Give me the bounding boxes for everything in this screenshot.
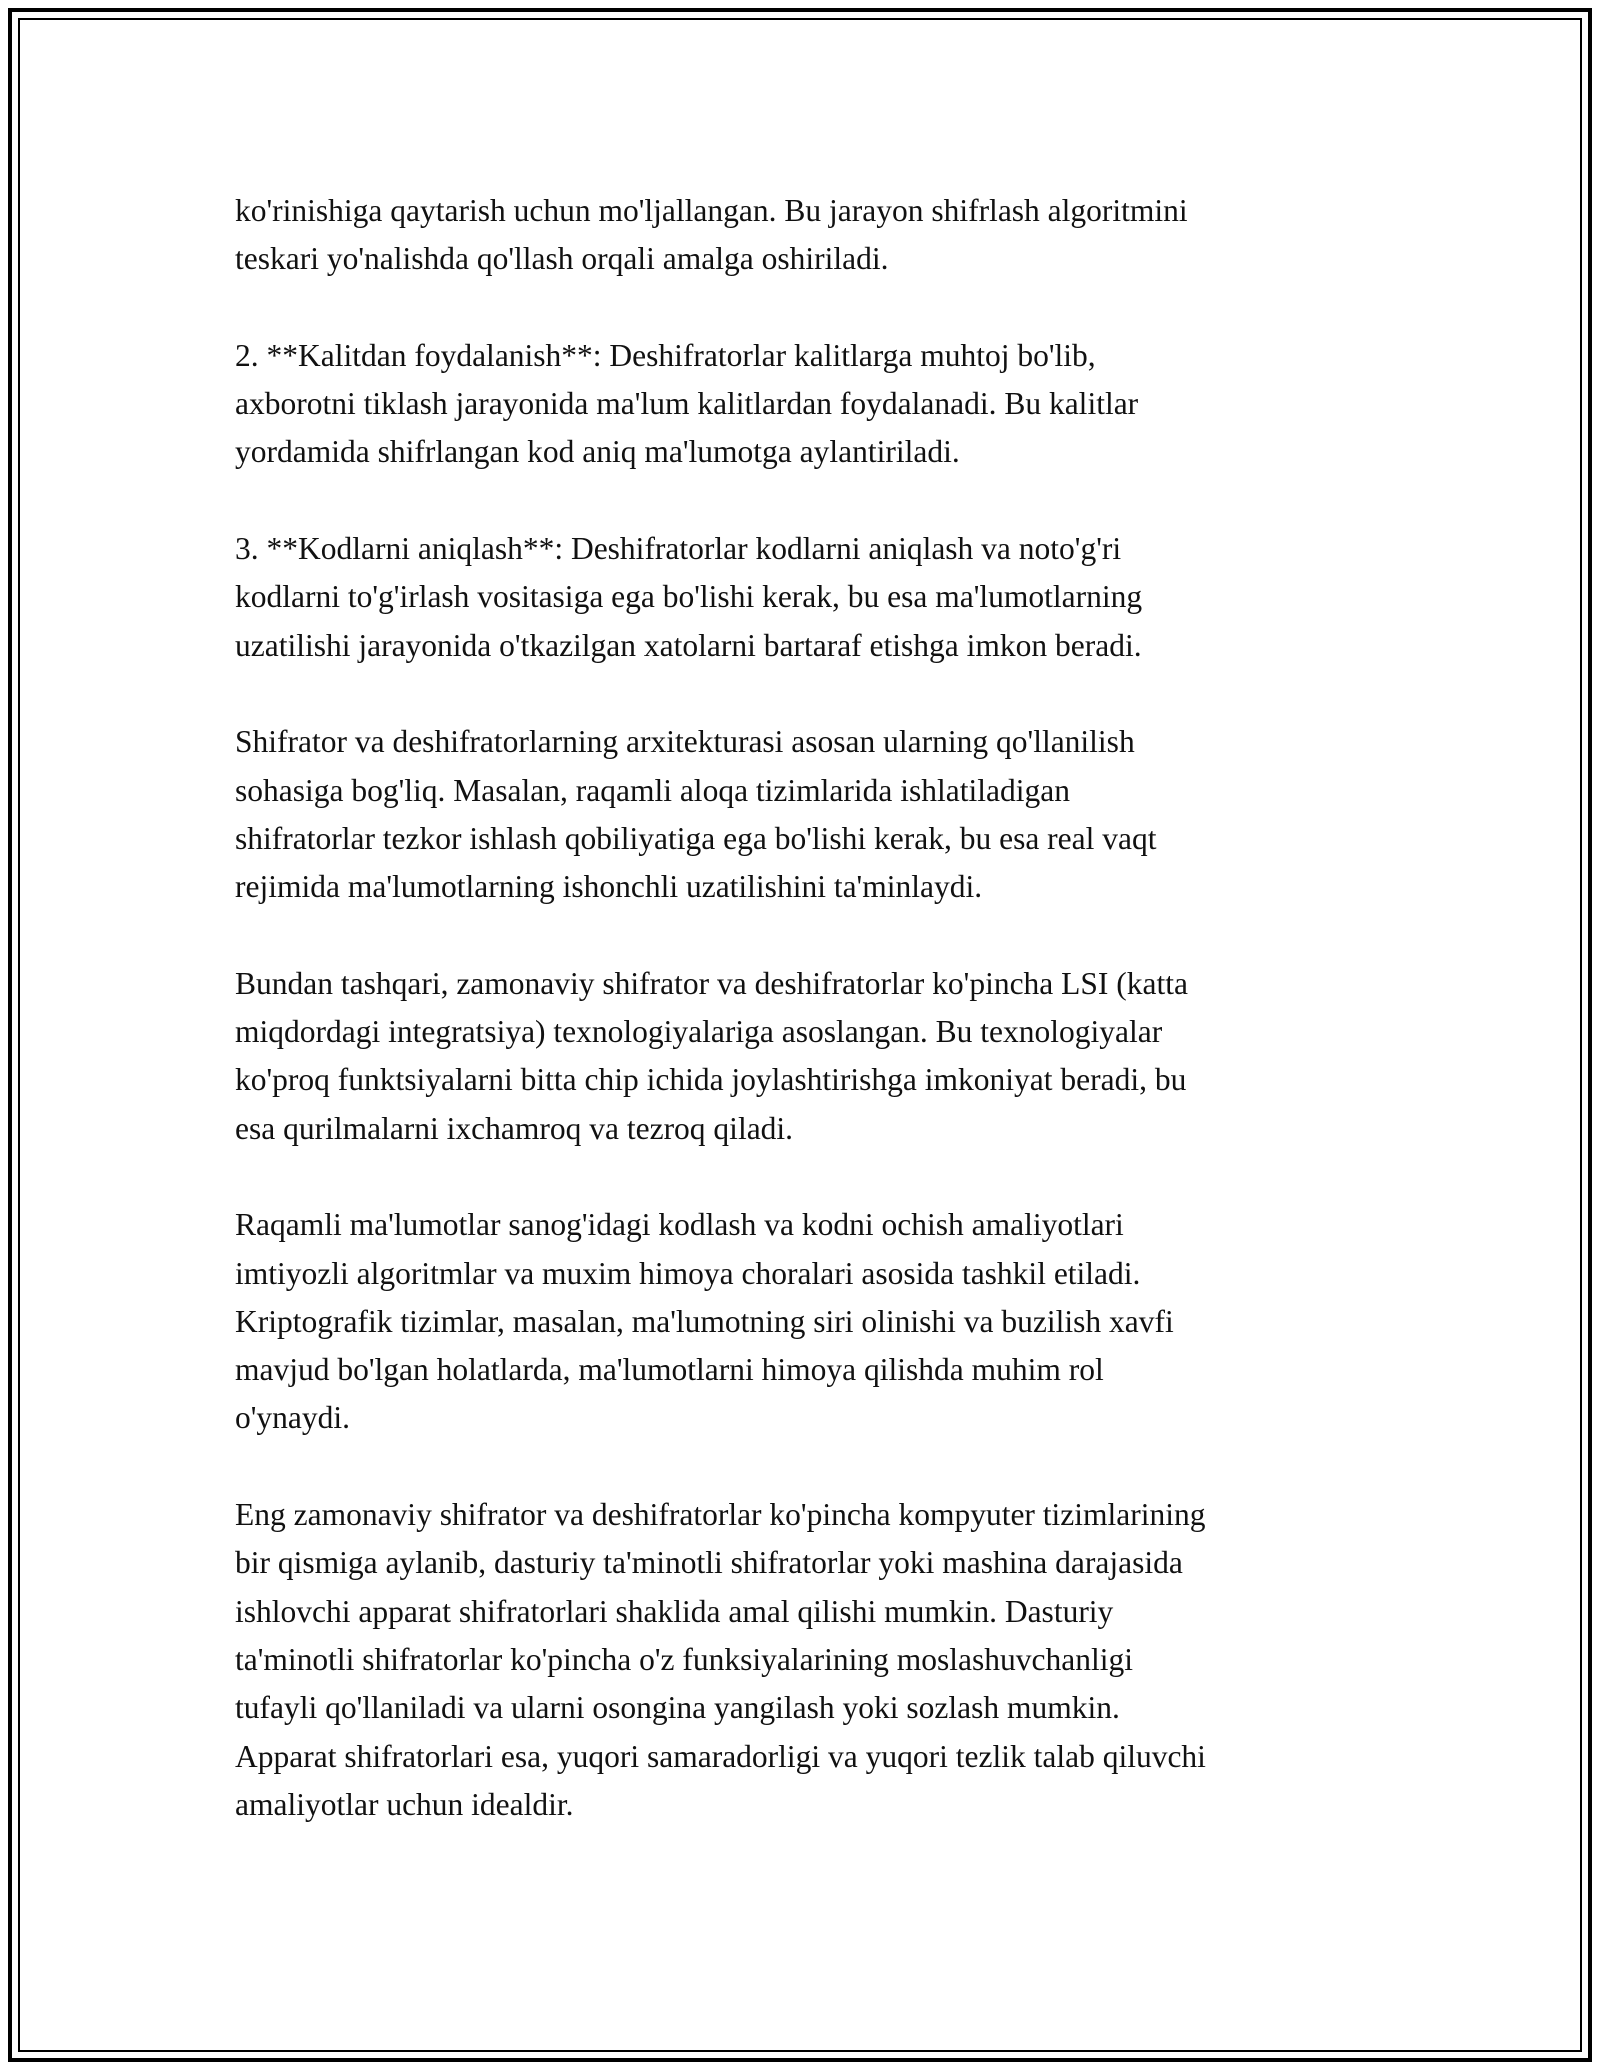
paragraph-decryption-intro: ko'rinishiga qaytarish uchun mo'ljallangan. Bu jarayon shifrlash algoritmini teskari yo'nalishda qo'llash orqali amalga oshiriladi. [235,193,1188,277]
paragraph-architecture: Shifrator va deshifratorlarning arxitekturasi asosan ularning qo'llanilish sohasiga bog'liq. Masalan, raqamli aloqa tizimlarida ishlatiladigan shifratorlar tezkor ishlash qobiliyatiga ega bo'lishi kerak, bu esa real vaqt rejimida ma'lumotlarning ishonchli uzatilishini ta'minlaydi. [235,724,1157,905]
paragraph-key-usage: 2. **Kalitdan foydalanish**: Deshifratorlar kalitlarga muhtoj bo'lib, axborotni tiklash jarayonida ma'lum kalitlardan foydalanadi. Bu kalitlar yordamida shifrlangan kod aniq ma'lumotga aylantiriladi. [235,337,1139,470]
paragraph-cryptographic-systems: Raqamli ma'lumotlar sanog'idagi kodlash va kodni ochish amaliyotlari imtiyozli algoritmlar va muxim himoya choralari asosida tashkil etiladi. Kriptografik tizimlar, masalan, ma'lumotning siri olinishi va buzilish xavfi mavjud bo'lgan holatlarda, ma'lumotlarni himoya qilishda muhim rol o'ynaydi. [235,1207,1174,1436]
paragraph-code-detection: 3. **Kodlarni aniqlash**: Deshifratorlar kodlarni aniqlash va noto'g'ri kodlarni to'g'irlash vositasiga ega bo'lishi kerak, bu esa ma'lumotlarning uzatilishi jarayonida o'tkazilgan xatolarni bartaraf etishga imkon beradi. [235,531,1143,663]
paragraph-software-hardware: Eng zamonaviy shifrator va deshifratorlar ko'pincha kompyuter tizimlarining bir qismiga aylanib, dasturiy ta'minotli shifratorlar yoki mashina darajasida ishlovchi apparat shifratorlari shaklida amal qilishi mumkin. Dasturiy ta'minotli shifratorlar ko'pincha o'z funksiyalarining moslashuvchanligi tufayli qo'llaniladi va ularni osongina yangilash yoki sozlash mumkin. Apparat shifratorlari esa, yuqori samaradorligi va yuqori tezlik talab qiluvchi amaliyotlar uchun idealdir. [235,1497,1206,1822]
document-body [235,187,1375,1877]
paragraph-lsi-technology: Bundan tashqari, zamonaviy shifrator va deshifratorlar ko'pincha LSI (katta miqdordagi integratsiya) texnologiyalariga asoslangan. Bu texnologiyalar ko'proq funktsiyalarni bitta chip ichida joylashtirishga imkoniyat beradi, bu esa qurilmalarni ixchamroq va tezroq qiladi. [235,965,1188,1146]
